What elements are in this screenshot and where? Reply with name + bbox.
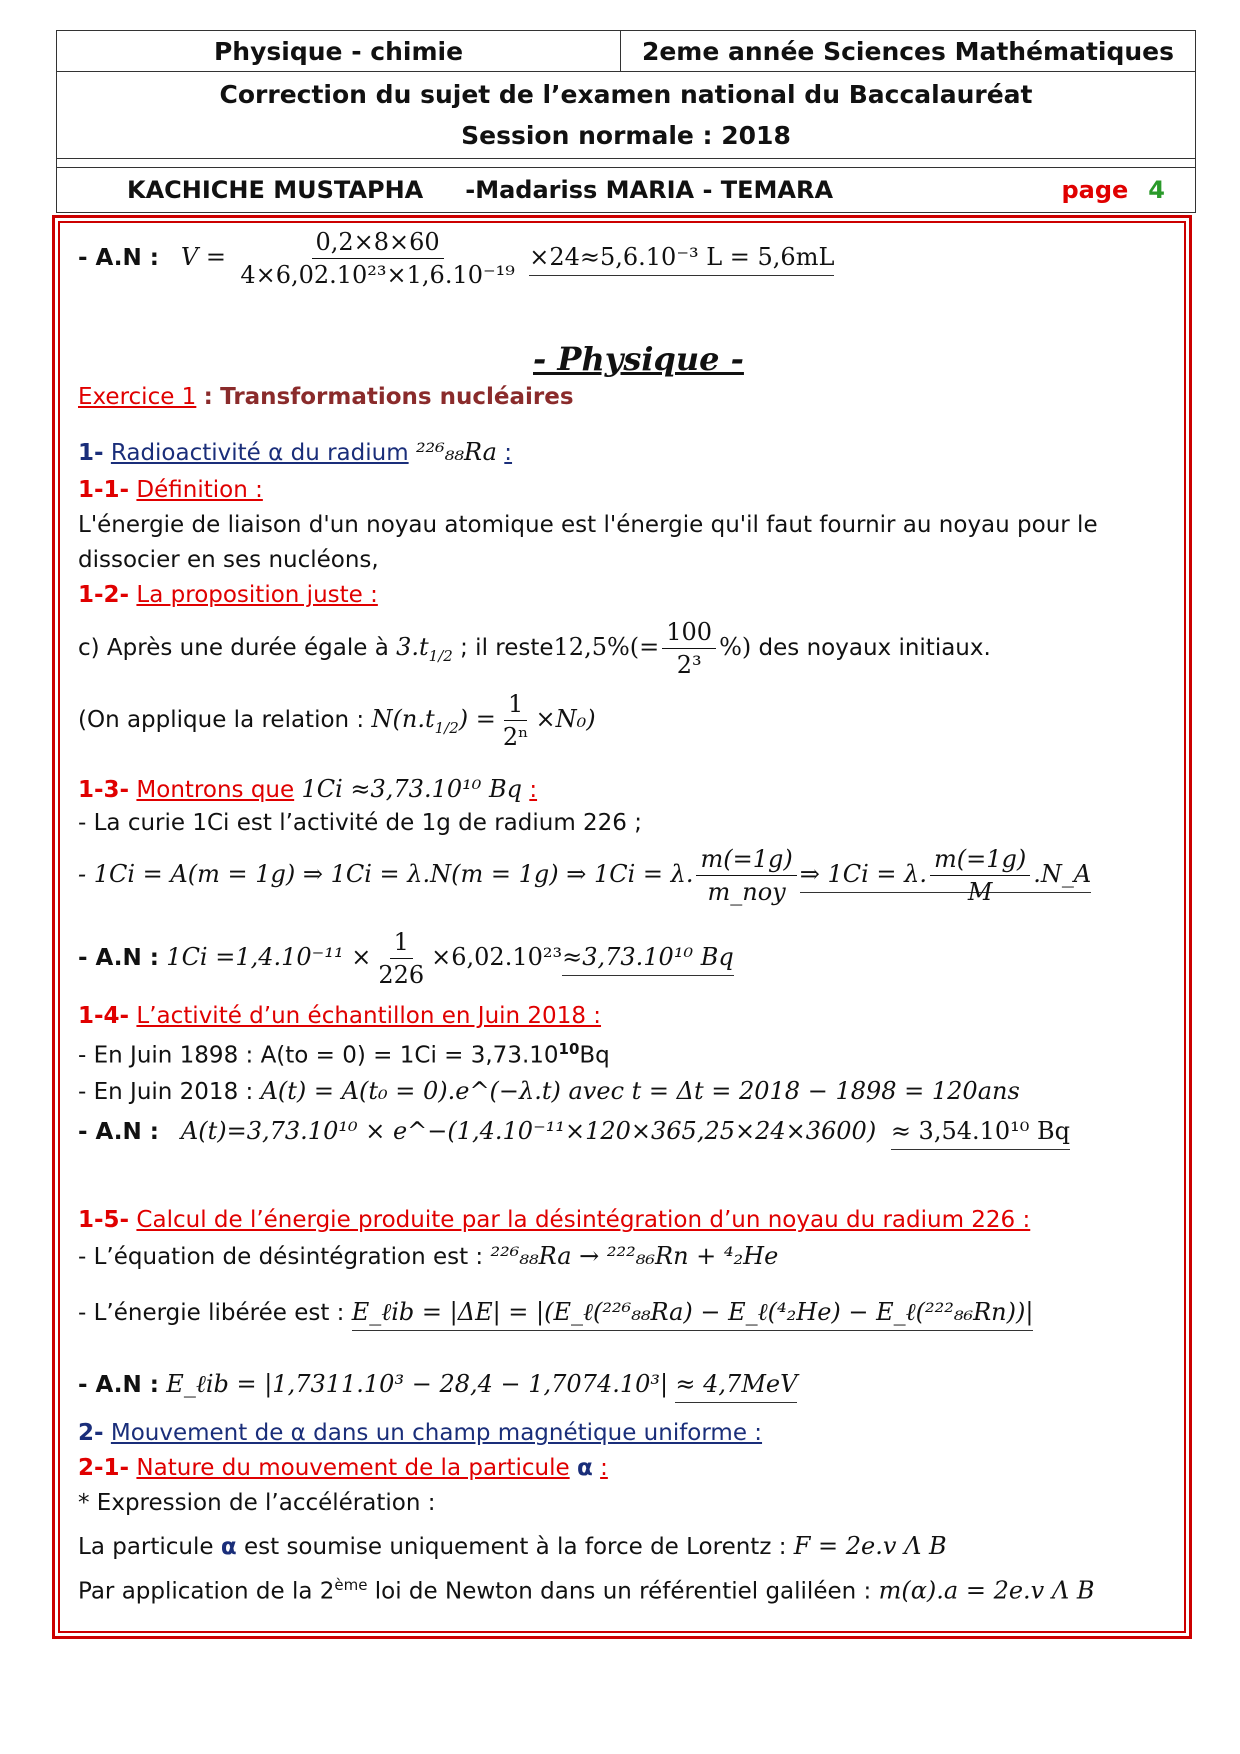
curie-derivation: - 1Ci = A(m = 1g) ⇒ 1Ci = λ.N(m = 1g) ⇒ 1Ci = λ. $\frac{m(=1g)}{\text{m\_noy}}$ ⇒ 1Ci = λ. $\frac{m(=1g)}{M}$ .N_A [78, 845, 1092, 906]
fraction: $\frac{1}{\text{2ⁿ}}$ [502, 690, 529, 751]
question-1-3-heading: 1-3- Montrons que 1Ci ≈3,73.10¹⁰ Bq : [78, 775, 538, 803]
an-energy-line: - A.N : E_ℓib = |1,7311.10³ − 28,4 − 1,7074.10³| ≈ 4,7MeV [78, 1370, 797, 1399]
question-1-5-heading: 1-5- Calcul de l’énergie produite par la désintégration d’un noyau du radium 226 : [78, 1207, 1031, 1233]
question-1-4-heading: 1-4- L’activité d’un échantillon en Juin 2018 : [78, 1003, 602, 1029]
fraction: $\frac{0,2\times 8\times 60}{\text{4×6,02.10²³×1,6.10⁻¹⁹}}$ [240, 228, 515, 289]
definition-text-2: dissocier en ses nucléons, [78, 547, 379, 573]
document-title [57, 72, 1195, 159]
author-name: KACHICHE MUSTAPHA [127, 176, 424, 204]
decay-equation: - L’équation de désintégration est : ²²⁶₈₈Ra → ²²²₈₆Rn + ⁴₂He [78, 1242, 779, 1270]
question-2-1-heading: 2-1- Nature du mouvement de la particule α : [78, 1455, 608, 1481]
an-activity-line: - A.N : A(t)=3,73.10¹⁰ × e^−(1,4.10⁻¹¹×120×365,25×24×3600) ≈ 3,54.10¹⁰ Bq [78, 1117, 1070, 1145]
exercise-heading: Exercice 1 : Transformations nucléaires [78, 384, 574, 410]
question-1-2-heading: 1-2- La proposition juste : [78, 582, 378, 608]
an-curie-line: - A.N : 1Ci =1,4.10⁻¹¹ × $\frac{1}{226}$ ×6,02.10²³≈3,73.10¹⁰ Bq [78, 928, 734, 989]
question-1-1-heading: 1-1- Définition : [78, 477, 263, 503]
header-divider [57, 159, 1195, 168]
subject-label: Physique - chimie [57, 31, 621, 71]
document-header [56, 30, 1196, 213]
radium-nuclide: ²²⁶₈₈Ra [415, 438, 497, 466]
title-line-1: Correction du sujet de l’examen national du Baccalauréat [219, 80, 1033, 109]
acceleration-heading: * Expression de l’accélération : [78, 1490, 436, 1516]
newton-law-line: Par application de la 2ème loi de Newton dans un référentiel galiléen : m(α).a = 2e.v Λ B [78, 1576, 1095, 1605]
released-energy: - L’énergie libérée est : E_ℓib = |ΔE| = |(E_ℓ(²²⁶₈₈Ra) − E_ℓ(⁴₂He) − E_ℓ(²²²₈₆Rn))| [78, 1298, 1033, 1327]
page-indicator [1061, 176, 1165, 204]
activity-2018: - En Juin 2018 : A(t) = A(t₀ = 0).e^(−λ.t) avec t = Δt = 2018 − 1898 = 120ans [78, 1077, 1020, 1105]
relation-line: (On applique la relation : $N(n.t_{1/2})$ = $\frac{1}{\text{2ⁿ}}$ ×N₀) [78, 690, 596, 751]
level-label: 2eme année Sciences Mathématiques [641, 36, 1175, 66]
an-label: - A.N : [78, 245, 159, 271]
answer-1-2: c) Après une durée égale à $3.t_{1/2}$ ; il reste12,5%(= $\frac{100}{\text{2³}}$ %) des noyaux initiaux. [78, 618, 991, 679]
question-2-heading: 2- Mouvement de α dans un champ magnétique uniforme : [78, 1420, 763, 1446]
section-title: - Physique - [533, 340, 744, 378]
fraction: $\frac{100}{\text{2³}}$ [662, 618, 716, 679]
activity-1898: - En Juin 1898 : $A(to = 0) = 1Ci = 3,73.10^{10}Bq$ [78, 1040, 610, 1069]
math-lhs: V = [180, 243, 226, 271]
an-volume-line [78, 228, 834, 289]
question-1-heading: 1- Radioactivité α du radium ²²⁶₈₈Ra : [78, 438, 513, 466]
title-line-2: Session normale : 2018 [461, 121, 791, 150]
curie-definition: - La curie 1Ci est l’activité de 1g de radium 226 ; [78, 810, 643, 836]
volume-result: ×24≈5,6.10⁻³ L = 5,6mL [529, 243, 834, 276]
school-name: -Madariss MARIA - TEMARA [465, 176, 834, 204]
definition-text-1: L'énergie de liaison d'un noyau atomique est l'énergie qu'il faut fournir au noyau pour le [78, 512, 1098, 538]
lorentz-force-line: La particule α est soumise uniquement à la force de Lorentz : F = 2e.v Λ B [78, 1532, 947, 1560]
page-label: page [1061, 176, 1129, 204]
page-number: 4 [1148, 176, 1165, 204]
